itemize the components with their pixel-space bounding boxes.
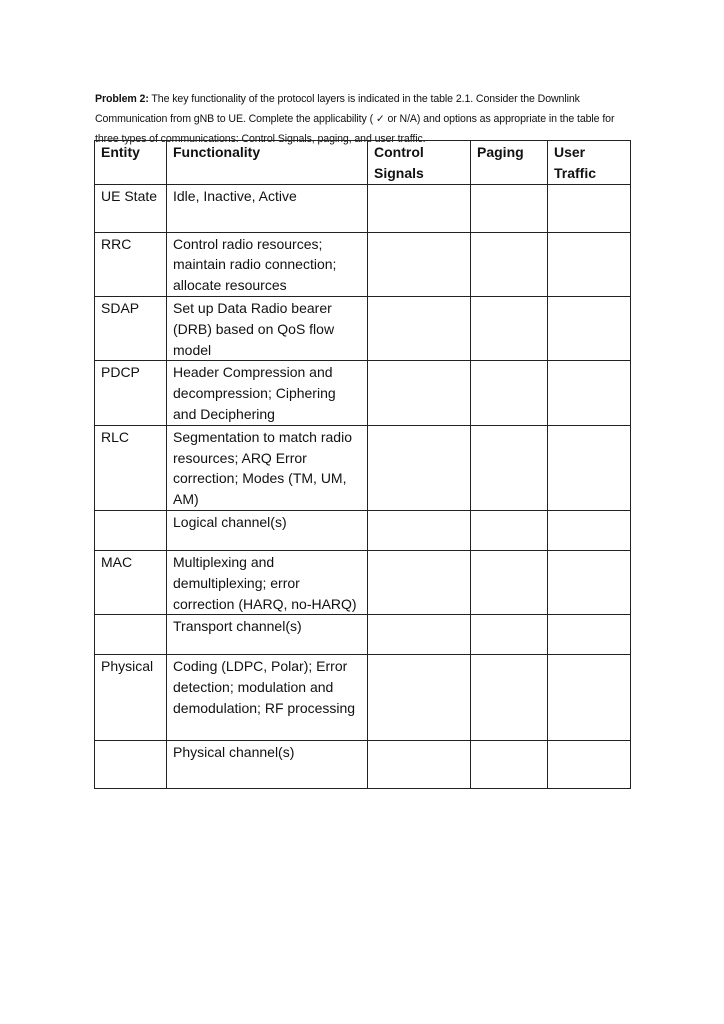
header-entity: Entity: [95, 141, 167, 185]
entity-cell: PDCP: [95, 361, 167, 425]
functionality-cell: Physical channel(s): [167, 741, 368, 789]
control-signals-cell[interactable]: [368, 425, 471, 510]
entity-cell: RRC: [95, 232, 167, 296]
entity-cell: RLC: [95, 425, 167, 510]
table-row: [95, 550, 631, 614]
paging-cell[interactable]: [471, 615, 548, 655]
paging-cell[interactable]: [471, 425, 548, 510]
control-signals-cell[interactable]: [368, 510, 471, 550]
functionality-cell: Idle, Inactive, Active: [167, 184, 368, 232]
table-header-row: [95, 141, 631, 185]
problem-label: Problem 2:: [95, 93, 149, 105]
header-paging: Paging: [471, 141, 548, 185]
table-row: [95, 232, 631, 296]
paging-cell[interactable]: [471, 296, 548, 360]
paging-cell[interactable]: [471, 184, 548, 232]
control-signals-cell[interactable]: [368, 741, 471, 789]
functionality-cell: Set up Data Radio bearer (DRB) based on QoS flow model: [167, 296, 368, 360]
table-row: [95, 296, 631, 360]
functionality-cell: Segmentation to match radio resources; ARQ Error correction; Modes (TM, UM, AM): [167, 425, 368, 510]
table-row: [95, 615, 631, 655]
user-traffic-cell[interactable]: [548, 615, 631, 655]
control-signals-cell[interactable]: [368, 655, 471, 741]
functionality-cell: Logical channel(s): [167, 510, 368, 550]
paging-cell[interactable]: [471, 655, 548, 741]
entity-cell: Physical: [95, 655, 167, 741]
table-row: [95, 741, 631, 789]
user-traffic-cell[interactable]: [548, 184, 631, 232]
functionality-cell: Control radio resources; maintain radio connection; allocate resources: [167, 232, 368, 296]
user-traffic-cell[interactable]: [548, 741, 631, 789]
user-traffic-cell[interactable]: [548, 232, 631, 296]
user-traffic-cell[interactable]: [548, 296, 631, 360]
functionality-cell: Coding (LDPC, Polar); Error detection; modulation and demodulation; RF processing: [167, 655, 368, 741]
problem-text: The key functionality of the protocol layers is indicated in the table 2.1. Consider the Downlink Communication from gNB to UE. Complete the applicability ( ✓ or N/A) and options as appropriate in the table for three types of communications: Control Signals, paging, and user traffic.: [95, 93, 615, 145]
entity-cell: SDAP: [95, 296, 167, 360]
control-signals-cell[interactable]: [368, 184, 471, 232]
functionality-cell: Header Compression and decompression; Ciphering and Deciphering: [167, 361, 368, 425]
paging-cell[interactable]: [471, 361, 548, 425]
paging-cell[interactable]: [471, 510, 548, 550]
table-row: [95, 510, 631, 550]
protocol-layer-table: [94, 140, 631, 789]
table-row: [95, 361, 631, 425]
functionality-cell: Transport channel(s): [167, 615, 368, 655]
paging-cell[interactable]: [471, 550, 548, 614]
entity-cell: [95, 741, 167, 789]
control-signals-cell[interactable]: [368, 615, 471, 655]
user-traffic-cell[interactable]: [548, 361, 631, 425]
user-traffic-cell[interactable]: [548, 510, 631, 550]
header-user-traffic: User Traffic: [548, 141, 631, 185]
table-row: [95, 425, 631, 510]
control-signals-cell[interactable]: [368, 232, 471, 296]
functionality-cell: Multiplexing and demultiplexing; error correction (HARQ, no-HARQ): [167, 550, 368, 614]
user-traffic-cell[interactable]: [548, 655, 631, 741]
entity-cell: [95, 615, 167, 655]
user-traffic-cell[interactable]: [548, 425, 631, 510]
header-control-signals: Control Signals: [368, 141, 471, 185]
control-signals-cell[interactable]: [368, 550, 471, 614]
entity-cell: UE State: [95, 184, 167, 232]
paging-cell[interactable]: [471, 741, 548, 789]
user-traffic-cell[interactable]: [548, 550, 631, 614]
paging-cell[interactable]: [471, 232, 548, 296]
control-signals-cell[interactable]: [368, 361, 471, 425]
table-row: [95, 655, 631, 741]
header-functionality: Functionality: [167, 141, 368, 185]
entity-cell: [95, 510, 167, 550]
table-row: [95, 184, 631, 232]
control-signals-cell[interactable]: [368, 296, 471, 360]
entity-cell: MAC: [95, 550, 167, 614]
